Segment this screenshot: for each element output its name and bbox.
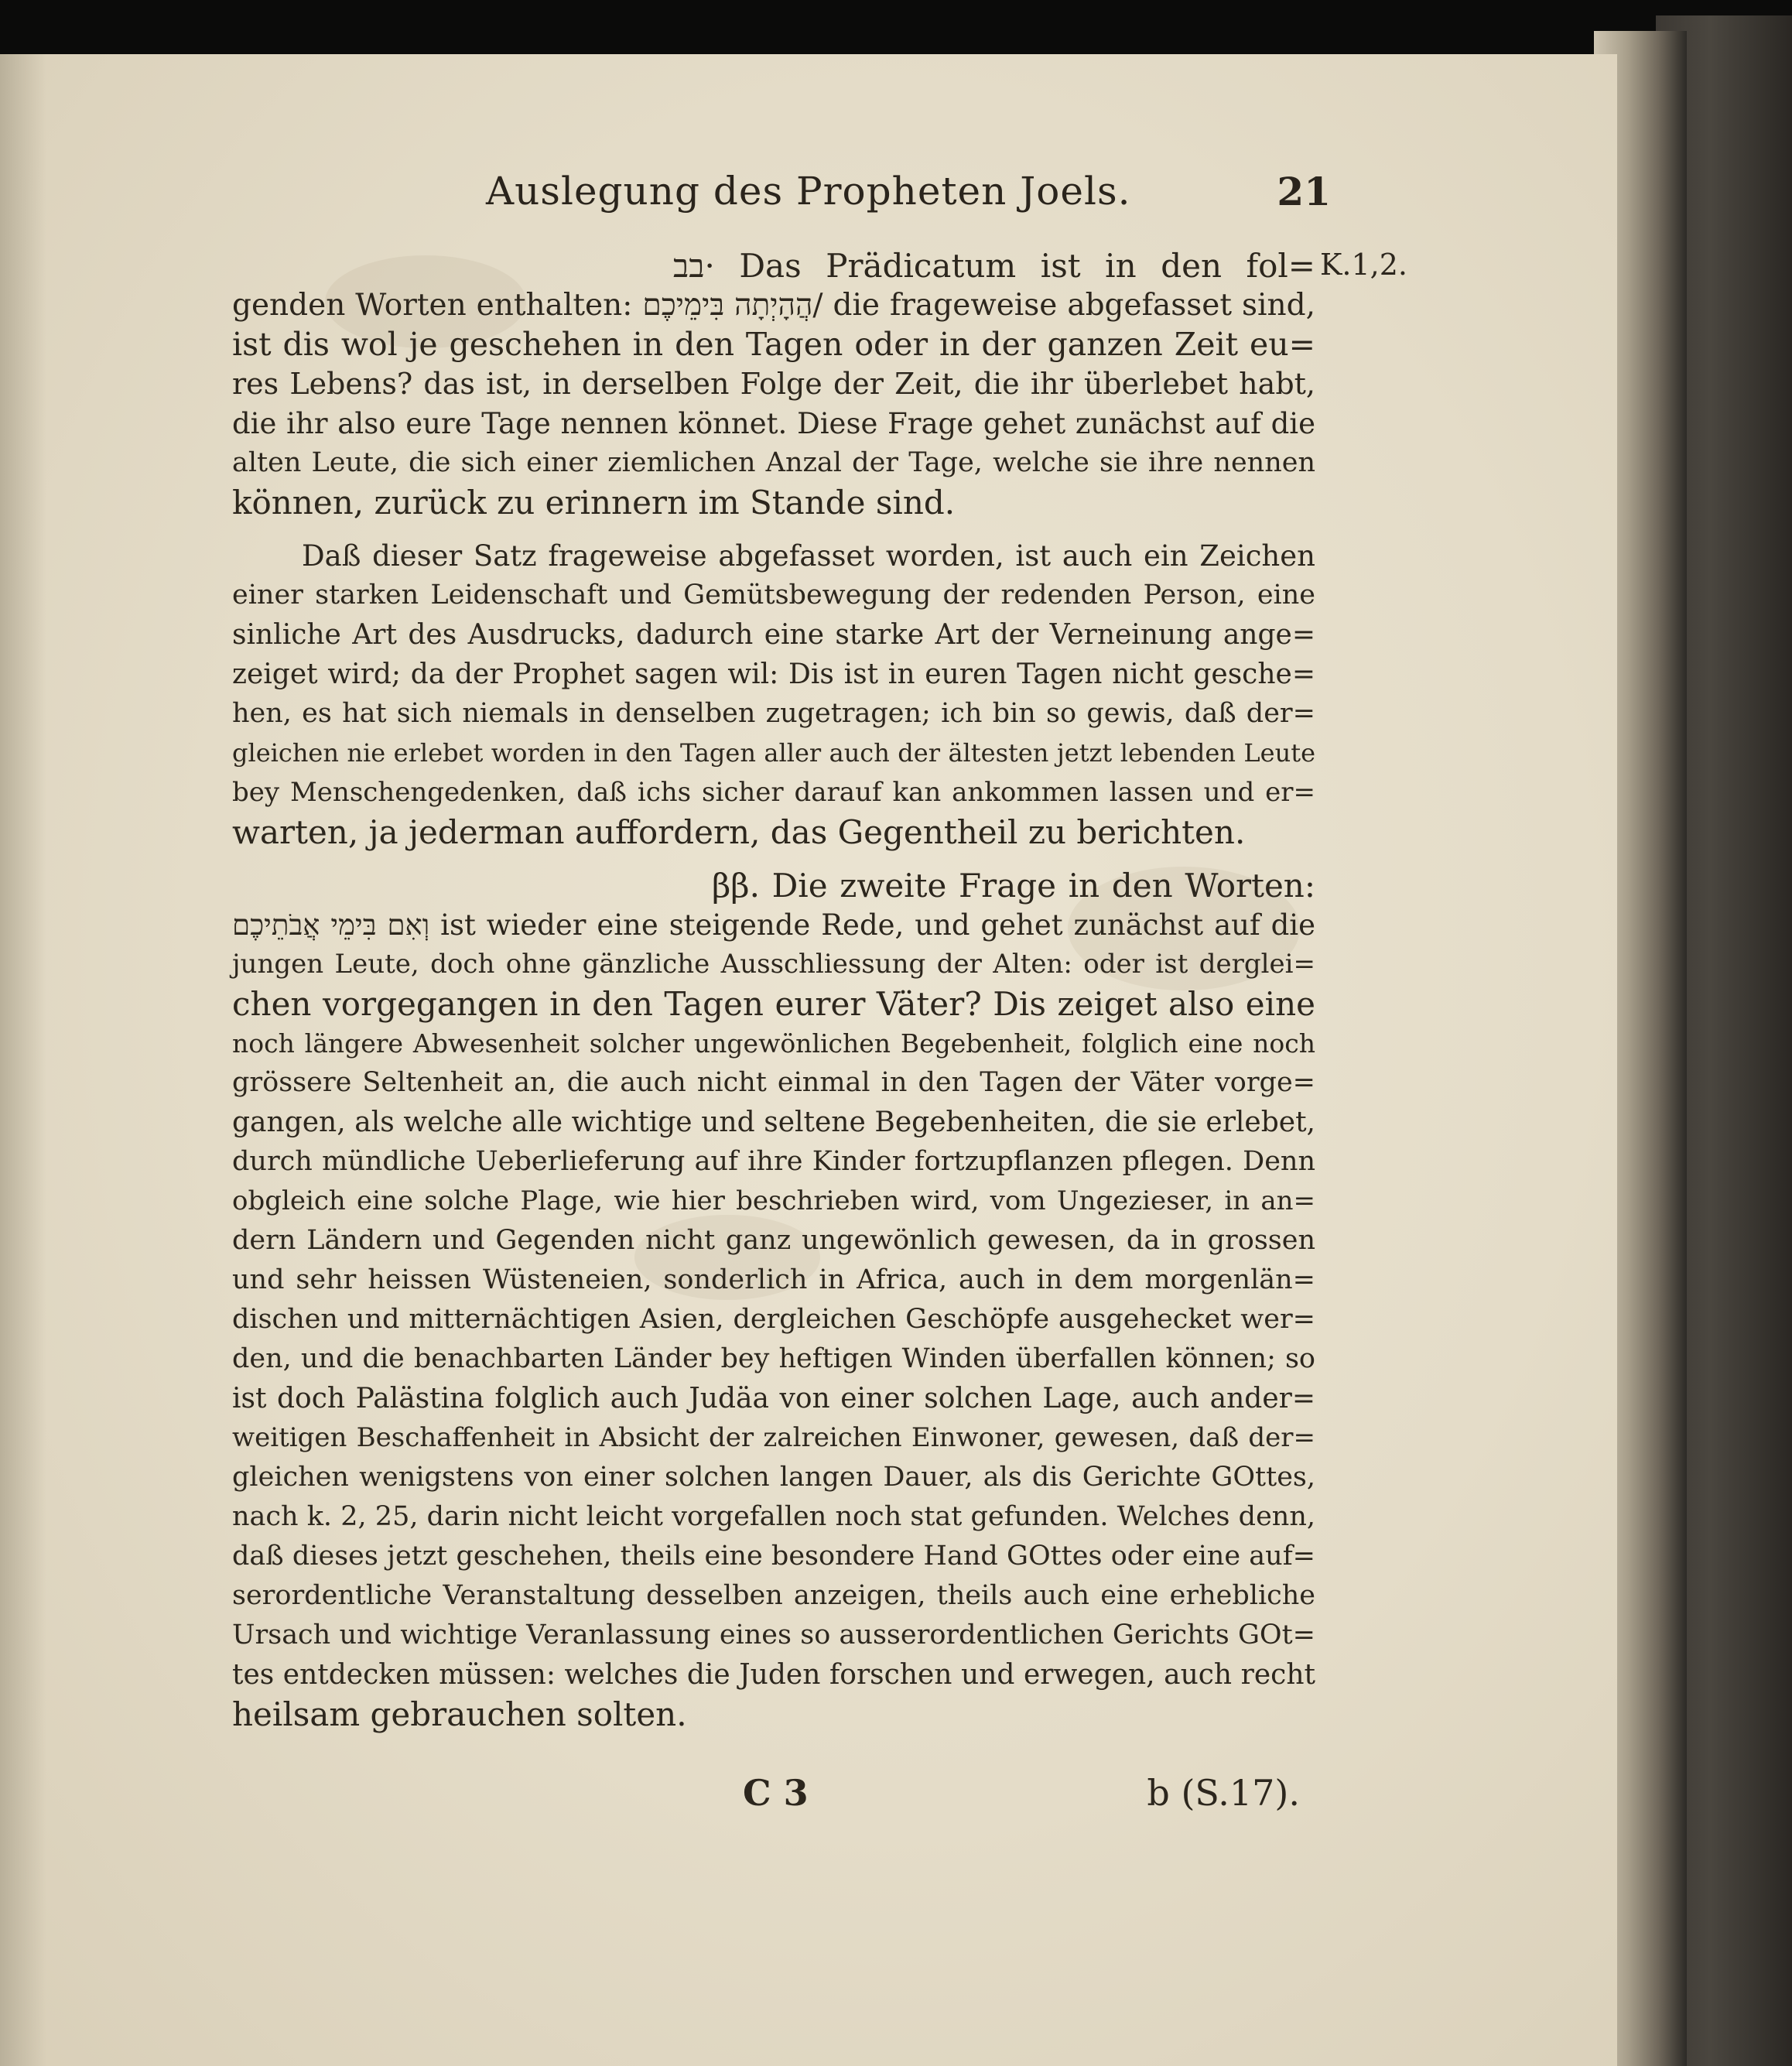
text-line: ββ. Die zweite Frage in den Worten: (712, 867, 1315, 905)
text-line: sinliche Art des Ausdrucks, dadurch eine starke Art der Verneinung ange= (232, 619, 1315, 651)
text-line: den, und die benachbarten Länder bey heftigen Winden überfallen können; so (232, 1343, 1315, 1374)
text-line: tes entdecken müssen: welches die Juden forschen und erwegen, auch recht (232, 1659, 1315, 1691)
text-line: chen vorgegangen in den Tagen eurer Väter? Dis zeiget also eine (232, 985, 1315, 1023)
text-line: die ihr also eure Tage nennen könnet. Diese Frage gehet zunächst auf die (232, 407, 1315, 440)
text-line: jungen Leute, doch ohne gänzliche Ausschliessung der Alten: oder ist derglei= (232, 949, 1315, 980)
text-line: dern Ländern und Gegenden nicht ganz ungewönlich gewesen, da in grossen (232, 1225, 1315, 1256)
page-gutter-shadow (0, 54, 46, 2066)
page-number: 21 (1277, 169, 1331, 214)
running-head: Auslegung des Propheten Joels. (486, 169, 1131, 214)
text-line: gangen, als welche alle wichtige und seltene Begebenheiten, die sie erlebet, (232, 1107, 1315, 1138)
text-line: zeiget wird; da der Prophet sagen wil: Dis ist in euren Tagen nicht gesche= (232, 658, 1315, 690)
text-line: dischen und mitternächtigen Asien, dergleichen Geschöpfe ausgehecket wer= (232, 1304, 1315, 1335)
page-footer (232, 1772, 1315, 1826)
text-line: warten, ja jederman auffordern, das Gegentheil zu berichten. (232, 813, 1246, 851)
text-line: Daß dieser Satz frageweise abgefasset worden, ist auch ein Zeichen (302, 539, 1315, 573)
text-line: und sehr heissen Wüsteneien, sonderlich in Africa, auch in dem morgenlän= (232, 1264, 1315, 1295)
text-line: grössere Seltenheit an, die auch nicht einmal in den Tagen der Väter vorge= (232, 1067, 1315, 1098)
text-line: בב· Das Prädicatum ist in den fol= (673, 247, 1315, 285)
margin-reference: K.1,2. (1320, 248, 1407, 282)
text-line: res Lebens? das ist, in derselben Folge der Zeit, die ihr überlebet habt, (232, 367, 1315, 401)
text-line: Ursach und wichtige Veranlassung eines so ausserordentlichen Gerichts GOt= (232, 1620, 1315, 1650)
signature-mark: C 3 (743, 1772, 809, 1814)
text-line: durch mündliche Ueberlieferung auf ihre Kinder fortzupflanzen pflegen. Denn (232, 1146, 1315, 1177)
catchword: b (S.17). (1147, 1772, 1300, 1814)
text-line: noch längere Abwesenheit solcher ungewönlichen Begebenheit, folglich eine noch (232, 1028, 1315, 1059)
text-line: gleichen wenigstens von einer solchen langen Dauer, als dis Gerichte GOttes, (232, 1462, 1315, 1493)
text-line: ist dis wol je geschehen in den Tagen oder in der ganzen Zeit eu= (232, 326, 1315, 363)
text-line: können, zurück zu erinnern im Stande sind. (232, 484, 956, 522)
text-line: heilsam gebrauchen solten. (232, 1695, 687, 1733)
text-line: weitigen Beschaffenheit in Absicht der zalreichen Einwoner, gewesen, daß der= (232, 1422, 1315, 1453)
text-line: serordentliche Veranstaltung desselben anzeigen, theils auch eine erhebliche (232, 1580, 1315, 1611)
text-line: gleichen nie erlebet worden in den Tagen aller auch der ältesten jetzt lebenden Leute (232, 738, 1315, 768)
text-line: alten Leute, die sich einer ziemlichen Anzal der Tage, welche sie ihre nennen (232, 447, 1315, 478)
text-line: nach k. 2, 25, darin nicht leicht vorgefallen noch stat gefunden. Welches denn, (232, 1501, 1315, 1532)
text-line: hen, es hat sich niemals in denselben zugetragen; ich bin so gewis, daß der= (232, 698, 1315, 729)
text-line: daß dieses jetzt geschehen, theils eine besondere Hand GOttes oder eine auf= (232, 1541, 1315, 1572)
text-line: obgleich eine solche Plage, wie hier beschrieben wird, vom Ungezieser, in an= (232, 1185, 1315, 1216)
text-line: bey Menschengedenken, daß ichs sicher darauf kan ankommen lassen und er= (232, 777, 1315, 808)
text-line: ist doch Palästina folglich auch Judäa von einer solchen Lage, auch ander= (232, 1383, 1315, 1414)
text-line: einer starken Leidenschaft und Gemütsbewegung der redenden Person, eine (232, 580, 1315, 611)
text-line: וְאִם בִּימֵי אֲבֹתֵיכֶם ist wieder eine steigende Rede, und gehet zunächst auf die (232, 908, 1315, 942)
page-body-text (232, 246, 1315, 1734)
text-line: genden Worten enthalten: הֲהָיְתָה בִּימֵיכֶם/ die frageweise abgefasset sind, (232, 288, 1315, 323)
